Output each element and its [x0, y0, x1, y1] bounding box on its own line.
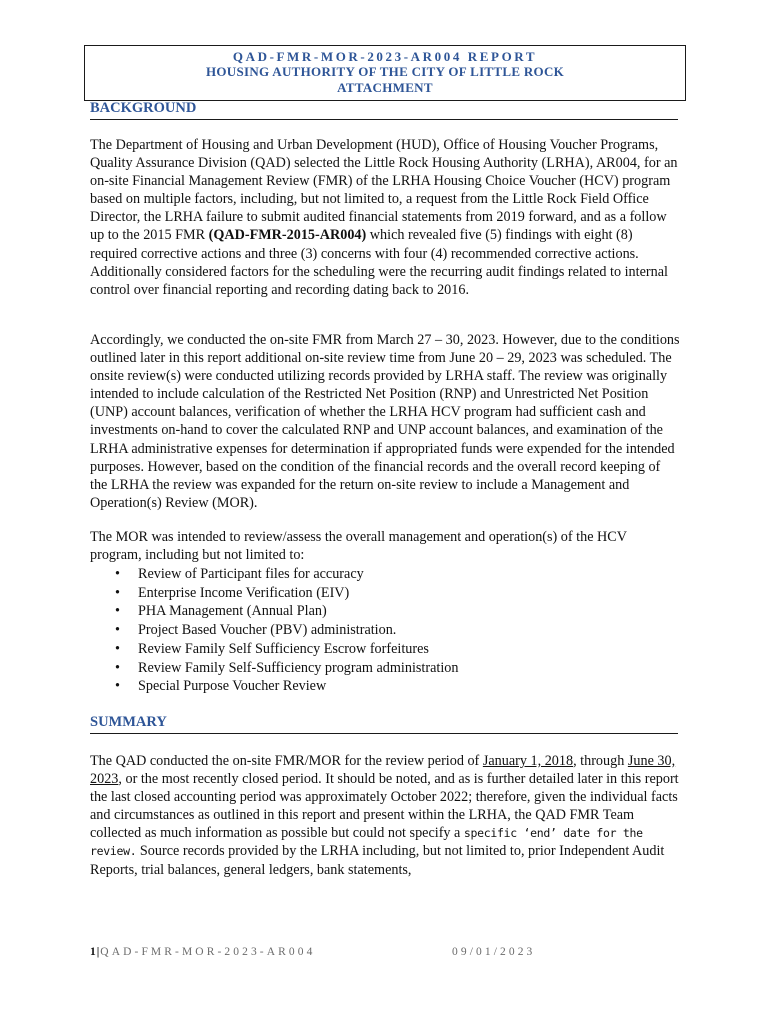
list-item: • Enterprise Income Verification (EIV) [115, 584, 350, 601]
footer-page-info [90, 946, 315, 958]
bullet-icon: • [115, 678, 120, 695]
bullet-icon: • [115, 584, 120, 601]
page-number: 1 [90, 946, 97, 958]
background-paragraph-1 [90, 136, 680, 299]
review-start-date: January 1, 2018 [482, 753, 574, 769]
bullet-icon: • [115, 640, 120, 657]
list-item: • Project Based Voucher (PBV) administration. [115, 622, 397, 639]
attachment-label: ATTACHMENT [337, 80, 433, 95]
summary-heading: SUMMARY [90, 714, 678, 734]
background-heading: BACKGROUND [90, 100, 678, 120]
background-paragraph-3: The MOR was intended to review/assess the overall management and operation(s) of the HCV program, including but not limited to: [90, 529, 627, 564]
bullet-icon: • [115, 622, 120, 639]
handwritten-style-text: specific ‘end’ date for the review. [90, 826, 643, 859]
footer-report-id: QAD-FMR-MOR-2023-AR004 [100, 946, 316, 958]
footer-date: 09/01/2023 [452, 946, 536, 958]
footer-separator: | [96, 946, 101, 958]
list-item: • Review of Participant files for accuracy [115, 566, 364, 582]
report-header-box [84, 45, 686, 101]
bullet-icon: • [115, 566, 120, 582]
background-paragraph-1-text-a: The Department of Housing and Urban Development (HUD), Office of Housing Voucher Programs, Quality Assurance Division (QAD) selected the Little Rock Housing Authority (LRHA), AR004, for an on-site Financial Management Review (FMR) of the LRHA Housing Choice Voucher (HCV) program based on multiple factors, including, but not limited to, a request from the Little Rock Field Office Director, the LRHA failure to submit audited financial statements from 2019 forward, and as a follow up to the 2015 FMR [90, 137, 678, 244]
organization-name: HOUSING AUTHORITY OF THE CITY OF LITTLE ROCK [205, 64, 565, 79]
background-paragraph-2: Accordingly, we conducted the on-site FMR from March 27 – 30, 2023. However, due to the conditions outlined later in this report additional on-site review time from June 20 – 29, 2023 was scheduled. The onsite review(s) were conducted utilizing records provided by LRHA staff. The review was originally intended to include calculation of the Restricted Net Position (RNP) and Unrestricted Net Position (UNP) account balances, verification of whether the LRHA HCV program had sufficient cash and investments on-hand to cover the calculated RNP and UNP account balances, and examination of the LRHA administrative expenses for determination if appropriated funds were expended for the intended purposes. However, based on the condition of the financial records and the overall record keeping of the LRHA the review was expanded for the return on-site review to include a Management and Operation(s) Review (MOR). [90, 332, 680, 511]
background-paragraph-1-text-b: which revealed five (5) findings with eight (8) required corrective actions and three (3) concerns with four (4) recommended corrective actions. Additionally considered factors for the scheduling were the recurring audit findings related to internal control over financial reporting and recording dating back to 2016. [90, 227, 668, 298]
mor-scope-list [90, 565, 680, 696]
report-title: QAD-FMR-MOR-2023-AR004 REPORT [232, 49, 538, 64]
list-item: • Special Purpose Voucher Review [115, 678, 327, 695]
review-end-date: June 30, 2023 [90, 753, 676, 788]
bullet-icon: • [115, 603, 120, 620]
bullet-icon: • [115, 659, 120, 676]
list-item: • Review Family Self-Sufficiency program administration [115, 659, 459, 676]
summary-paragraph: The QAD conducted the on-site FMR/MOR for the review period of January 1, 2018, through June 30, 2023, or the most recently closed period. It should be noted, and as is further detailed later in this report the last closed accounting period was approximately October 2022; therefore, given the individual facts and circumstances as outlined in this report and present within the LRHA, the QAD FMR Team collected as much information as possible but could not specify a specific ‘end’ date for the review. Source records provided by the LRHA including, but not limited to, prior Independent Audit Reports, trial balances, general ledgers, bank statements, [90, 753, 679, 878]
prior-review-id: (QAD-FMR-2015-AR004) [208, 227, 367, 244]
list-item: • Review Family Self Sufficiency Escrow forfeitures [115, 640, 429, 657]
list-item: • PHA Management (Annual Plan) [115, 603, 327, 620]
